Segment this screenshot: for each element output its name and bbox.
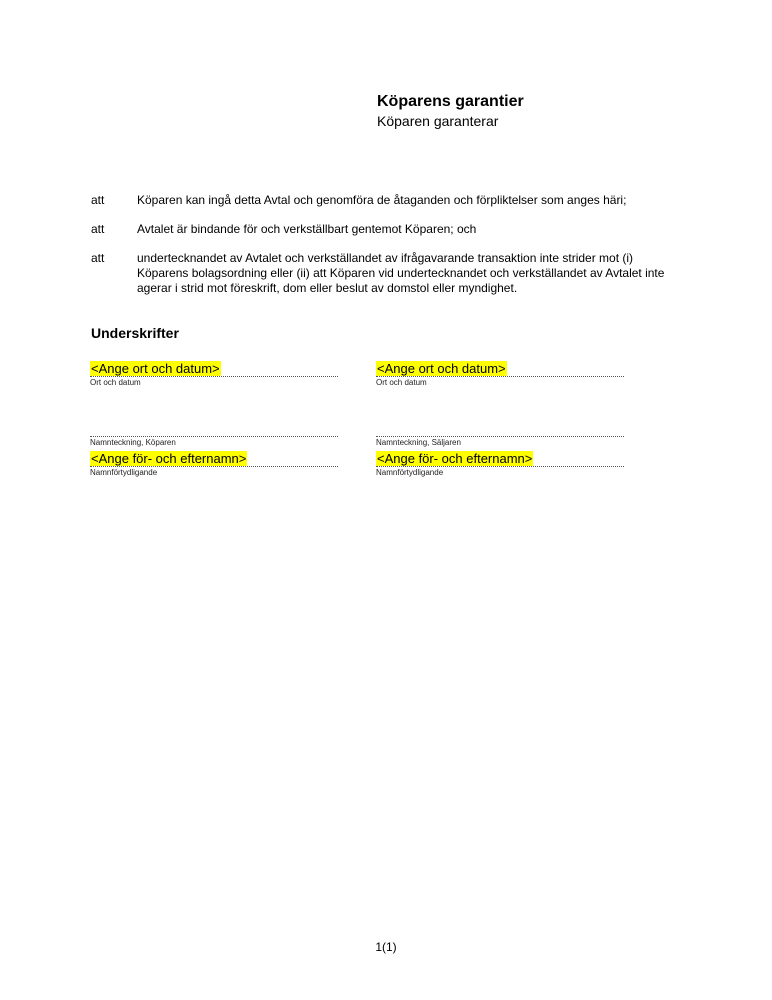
- seller-signature-caption: Namnteckning, Säljaren: [376, 438, 461, 447]
- document-subtitle: Köparen garanterar: [377, 113, 499, 129]
- buyer-name-line: [90, 466, 338, 467]
- seller-signature-line[interactable]: [376, 436, 624, 437]
- signatures-heading: Underskrifter: [91, 325, 179, 341]
- seller-place-date-caption: Ort och datum: [376, 378, 427, 387]
- seller-name-line: [376, 466, 624, 467]
- clause-text: Köparen kan ingå detta Avtal och genomföra de åtaganden och förpliktelser som anges häri;: [137, 193, 627, 207]
- buyer-signature-caption: Namnteckning, Köparen: [90, 438, 176, 447]
- clause-prefix: att: [91, 251, 105, 265]
- page-number: 1(1): [375, 940, 397, 954]
- clause-text: undertecknandet av Avtalet och verkställandet av ifrågavarande transaktion inte strider mot (i) Köparens bolagsordning eller (ii) att Köparen vid undertecknandet och verkställandet av Avtalet inte agerar i strid mot föreskrift, dom eller beslut av domstol eller myndighet.: [137, 251, 665, 295]
- seller-place-date-line: [376, 376, 624, 377]
- seller-name-field[interactable]: <Ange för- och efternamn>: [377, 451, 533, 466]
- buyer-signature-line[interactable]: [90, 436, 338, 437]
- clause-prefix: att: [91, 193, 105, 207]
- buyer-place-date-line: [90, 376, 338, 377]
- seller-name-caption: Namnförtydligande: [376, 468, 444, 477]
- buyer-name-field[interactable]: <Ange för- och efternamn>: [91, 451, 247, 466]
- clause-text: Avtalet är bindande för och verkställbart gentemot Köparen; och: [137, 222, 477, 236]
- buyer-place-date-field[interactable]: <Ange ort och datum>: [91, 361, 220, 376]
- seller-place-date-field[interactable]: <Ange ort och datum>: [377, 361, 506, 376]
- document-title: Köparens garantier: [377, 93, 524, 110]
- buyer-name-caption: Namnförtydligande: [90, 468, 158, 477]
- clause-prefix: att: [91, 222, 105, 236]
- buyer-place-date-caption: Ort och datum: [90, 378, 141, 387]
